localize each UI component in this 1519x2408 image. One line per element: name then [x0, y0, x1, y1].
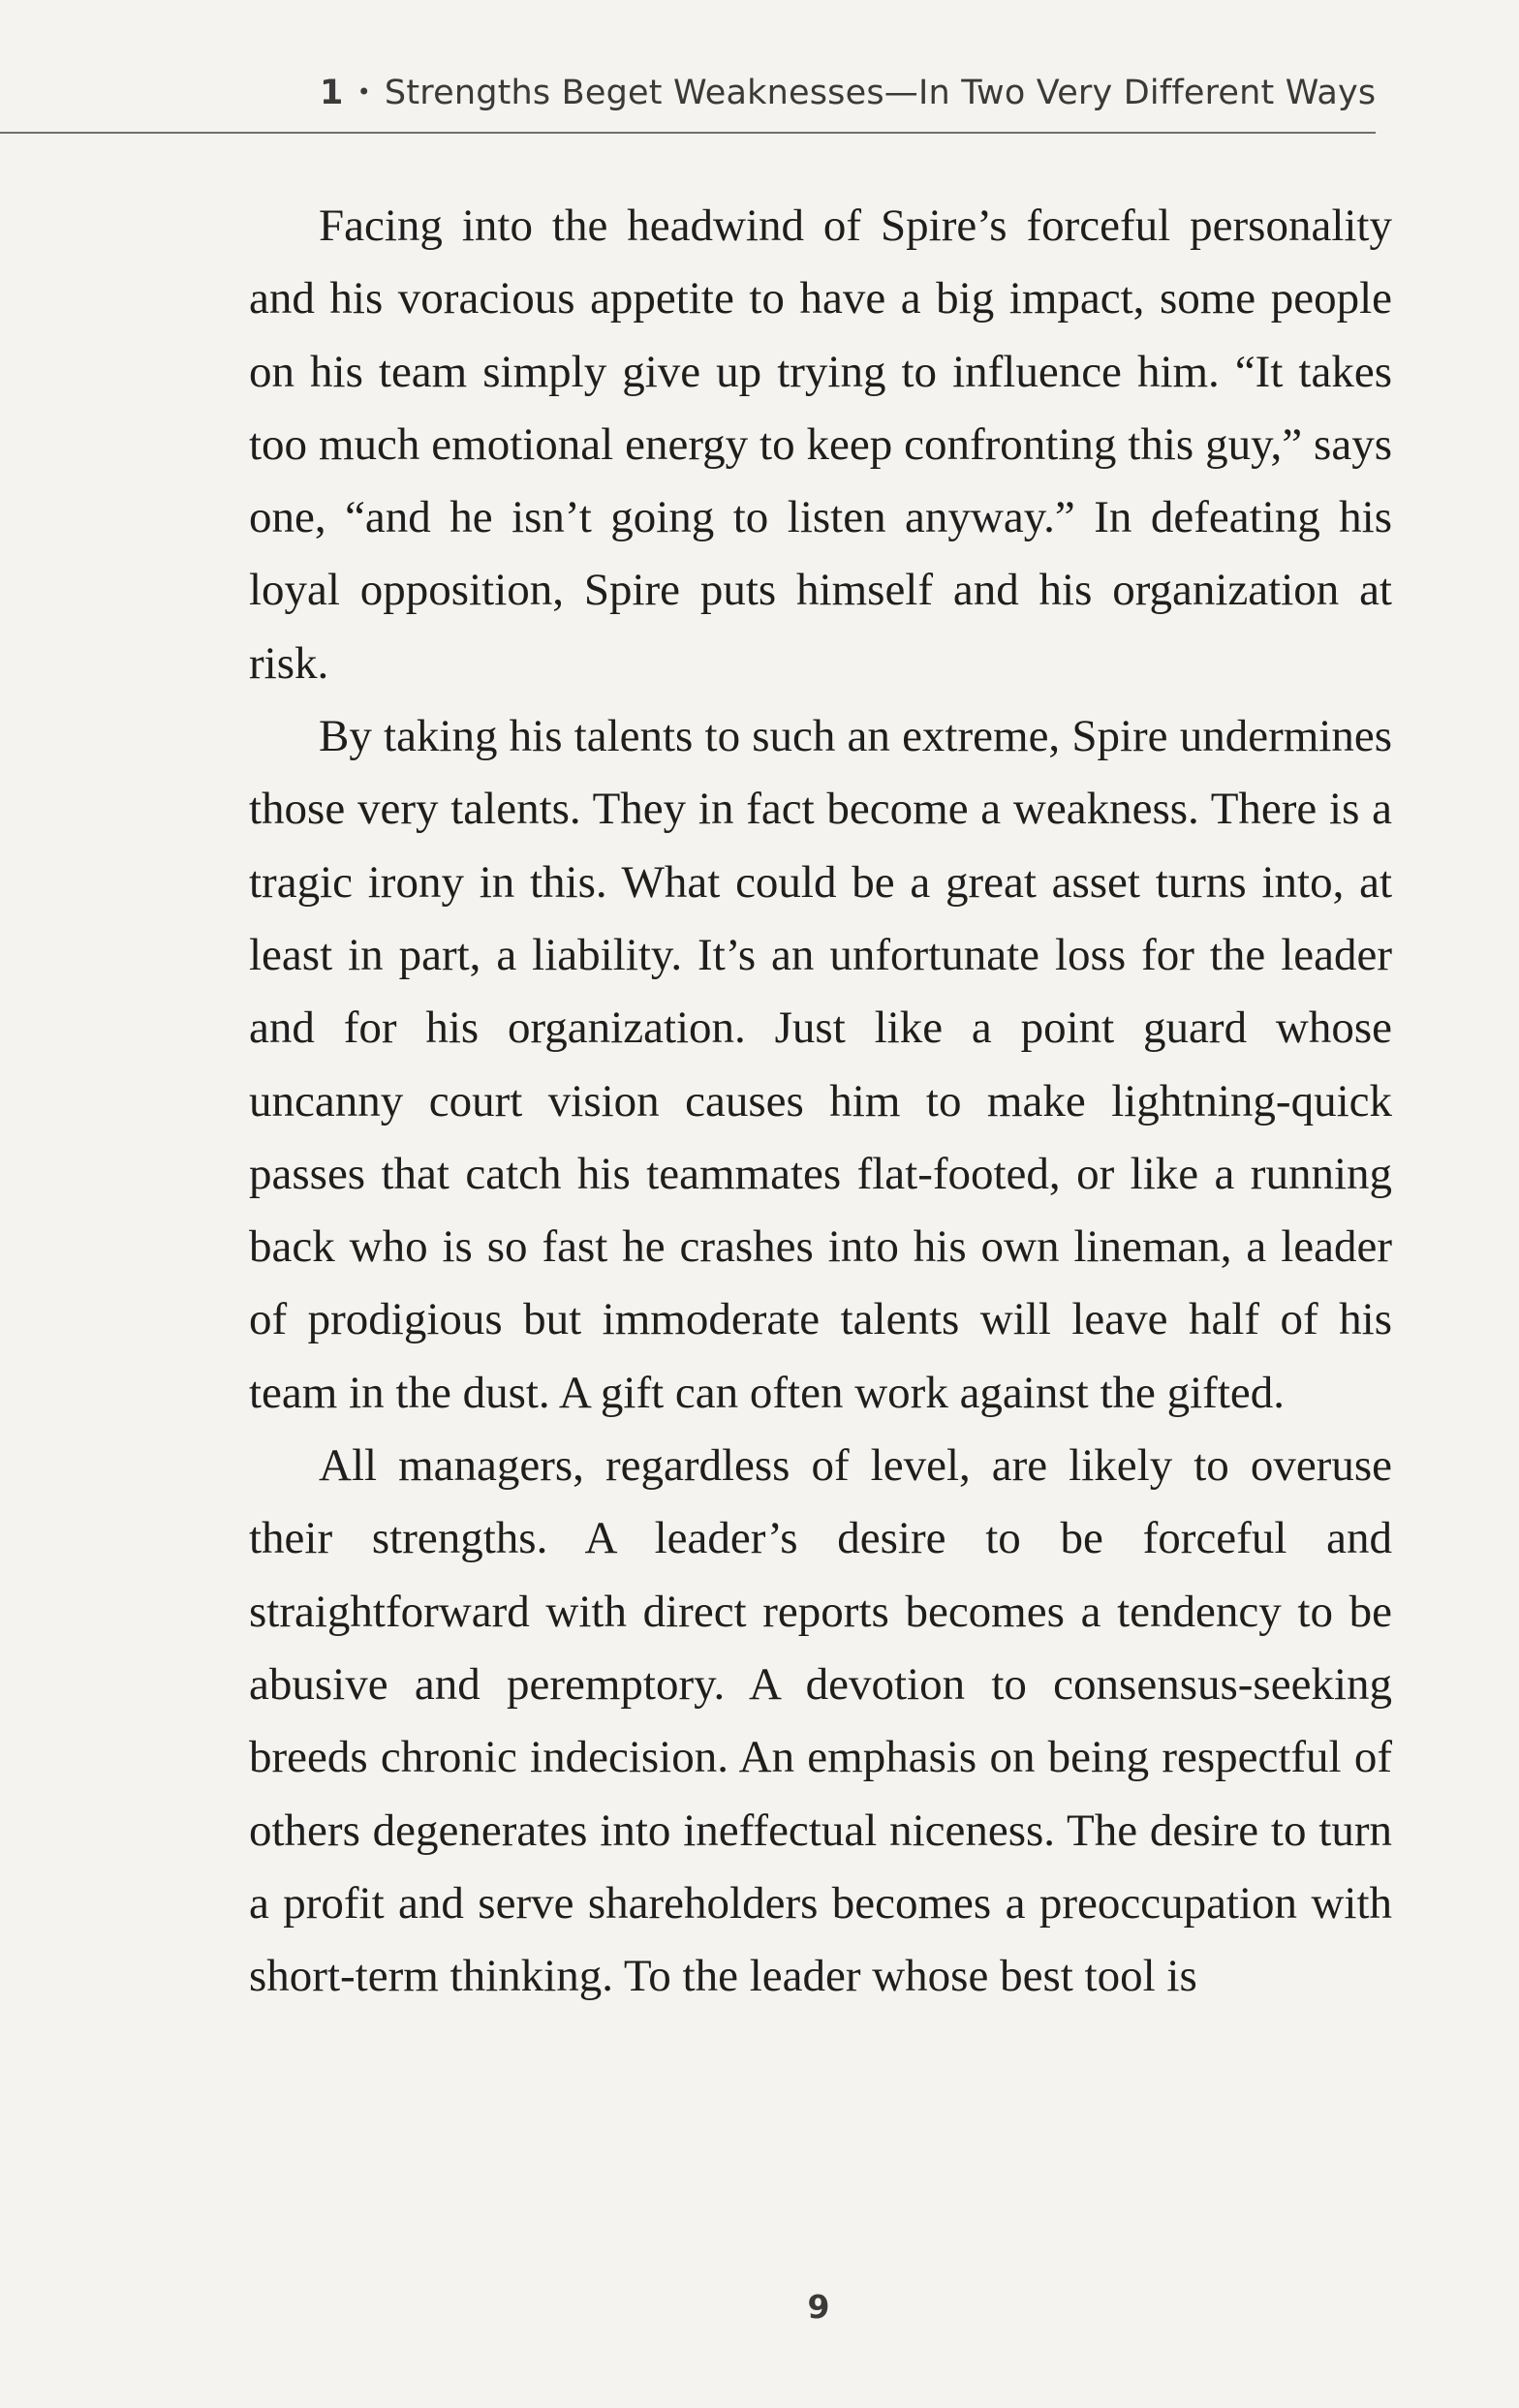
paragraph: By taking his talents to such an extreme, Spire undermines those very talents. They in fact become a weakness. There is a tragic irony in this. What could be a great asset turns into, at least in part, a liability. It’s an unfortunate loss for the leader and for his organization. Just like a point guard whose uncanny court vision causes him to make lightning-quick passes that catch his teammates flat-footed, or like a running back who is so fast he crashes into his own lineman, a leader of prodigious but immoderate talents will leave half of his team in the dust. A gift can often work against the gifted. — [249, 711, 1392, 1418]
chapter-title: Strengths Beget Weaknesses—In Two Very Different Ways — [384, 74, 1377, 112]
page-number: 9 — [807, 2288, 830, 2326]
paragraph: All managers, regardless of level, are likely to overuse their strengths. A leader’s desire to be forceful and straightforward with direct reports becomes a tendency to be abusive and peremptory. A devotion to consensus-seeking breeds chronic indecision. An emphasis on being respectful of others degenerates into ineffectual niceness. The desire to turn a profit and serve shareholders becomes a preoccupation with short-term thinking. To the leader whose best tool is — [249, 1440, 1392, 2002]
header-rule — [0, 132, 1376, 134]
chapter-number: 1 — [320, 74, 344, 112]
body-text — [249, 190, 1392, 2013]
running-header — [320, 74, 1376, 112]
paragraph: Facing into the headwind of Spire’s forceful personality and his voracious appetite to have a big impact, some people on his team simply give up trying to influence him. “It takes too much emotional energy to keep confronting this guy,” says one, “and he isn’t going to listen anyway.” In defeating his loyal opposition, Spire puts himself and his organization at risk. — [249, 201, 1392, 689]
header-separator: • — [356, 78, 371, 106]
